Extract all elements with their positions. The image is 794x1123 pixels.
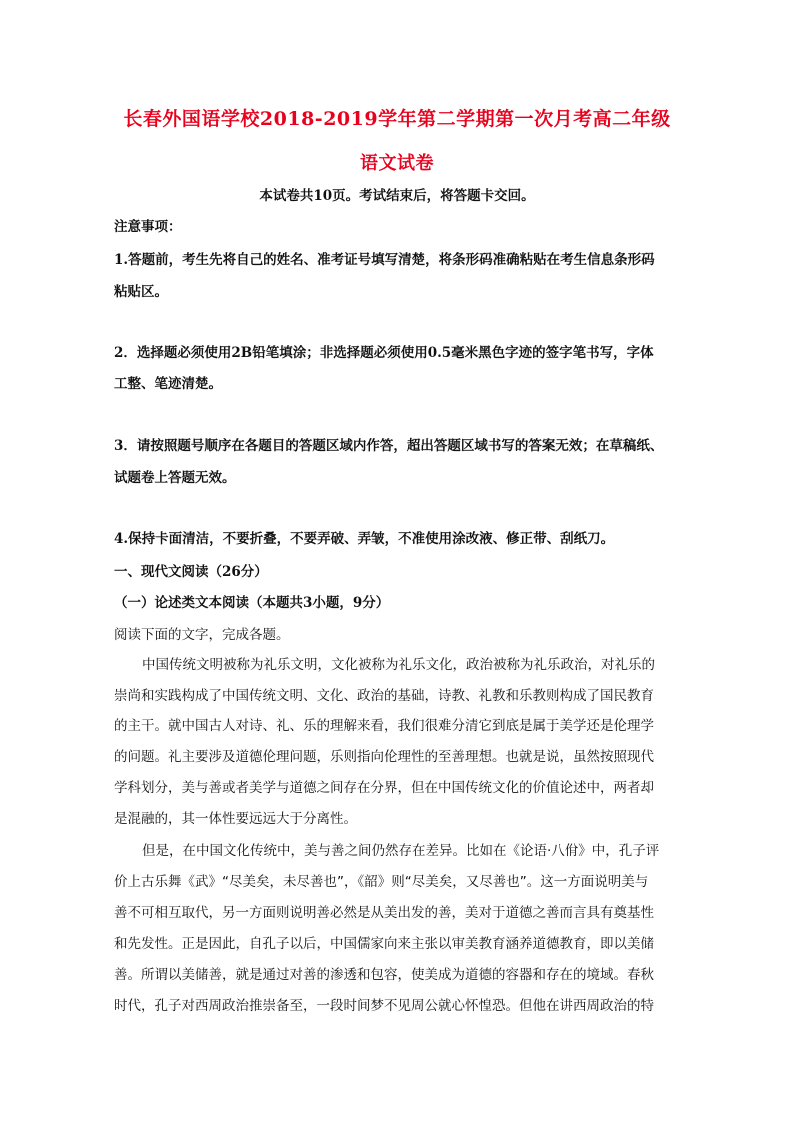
document-title: 长春外国语学校2018-2019学年第二学期第一次月考高二年级 bbox=[123, 108, 671, 130]
note-item-2-line-2: 工整、笔迹清楚。 bbox=[114, 376, 222, 392]
section-heading: 一、现代文阅读（26分） bbox=[114, 564, 268, 580]
passage-line: 但是，在中国文化传统中，美与善之间仍然存在差异。比如在《论语·八佾》中，孔子评 bbox=[142, 843, 660, 859]
exam-info: 本试卷共10页。考试结束后，将答题卡交回。 bbox=[259, 188, 535, 204]
note-item-1-line-1: 1.答题前，考生先将自己的姓名、准考证号填写清楚，将条形码准确粘贴在考生信息条形码 bbox=[114, 252, 655, 268]
passage-line: 崇尚和实践构成了中国传统文明、文化、政治的基础，诗教、礼教和乐教则构成了国民教育 bbox=[114, 688, 654, 704]
passage-line: 是混融的，其一体性要远远大于分离性。 bbox=[114, 811, 357, 827]
passage-line: 学科划分，美与善或者美学与道德之间存在分界，但在中国传统文化的价值论述中，两者却 bbox=[114, 780, 654, 796]
reading-instruction: 阅读下面的文字，完成各题。 bbox=[114, 627, 290, 643]
passage-line: 中国传统文明被称为礼乐文明，文化被称为礼乐文化，政治被称为礼乐政治，对礼乐的 bbox=[142, 657, 655, 673]
document-subtitle: 语文试卷 bbox=[360, 153, 434, 174]
passage-line: 价上古乐舞《武》“尽美矣，未尽善也”，《韶》则“尽美矣，又尽善也”。这一方面说明美与 bbox=[114, 874, 649, 890]
notes-heading: 注意事项： bbox=[114, 219, 182, 235]
passage-line: 的问题。礼主要涉及道德伦理问题，乐则指向伦理性的至善理想。也就是说，虽然按照现代 bbox=[114, 749, 654, 765]
passage-line: 善。所谓以美储善，就是通过对善的渗透和包容，使美成为道德的容器和存在的境域。春秋 bbox=[114, 967, 654, 983]
note-item-1-line-2: 粘贴区。 bbox=[114, 284, 168, 300]
note-item-4: 4.保持卡面清洁，不要折叠，不要弄破、弄皱，不准使用涂改液、修正带、刮纸刀。 bbox=[114, 531, 615, 547]
note-item-3-line-1: 3．请按照题号顺序在各题目的答题区域内作答，超出答题区域书写的答案无效；在草稿纸、 bbox=[114, 438, 664, 454]
note-item-2-line-1: 2．选择题必须使用2B铅笔填涂；非选择题必须使用0.5毫米黑色字迹的签字笔书写，字体 bbox=[114, 345, 654, 361]
passage-line: 的主干。就中国古人对诗、礼、乐的理解来看，我们很难分清它到底是属于美学还是伦理学 bbox=[114, 718, 654, 734]
passage-line: 时代，孔子对西周政治推崇备至，一段时间梦不见周公就心怀惶恐。但他在讲西周政治的特 bbox=[114, 998, 654, 1014]
passage-line: 和先发性。正是因此，自孔子以后，中国儒家向来主张以审美教育涵养道德教育，即以美储 bbox=[114, 936, 654, 952]
subsection-heading: （一）论述类文本阅读（本题共3小题，9分） bbox=[114, 595, 390, 611]
note-item-3-line-2: 试题卷上答题无效。 bbox=[114, 470, 236, 486]
passage-line: 善不可相互取代，另一方面则说明善必然是从美出发的善，美对于道德之善而言具有奠基性 bbox=[114, 905, 654, 921]
